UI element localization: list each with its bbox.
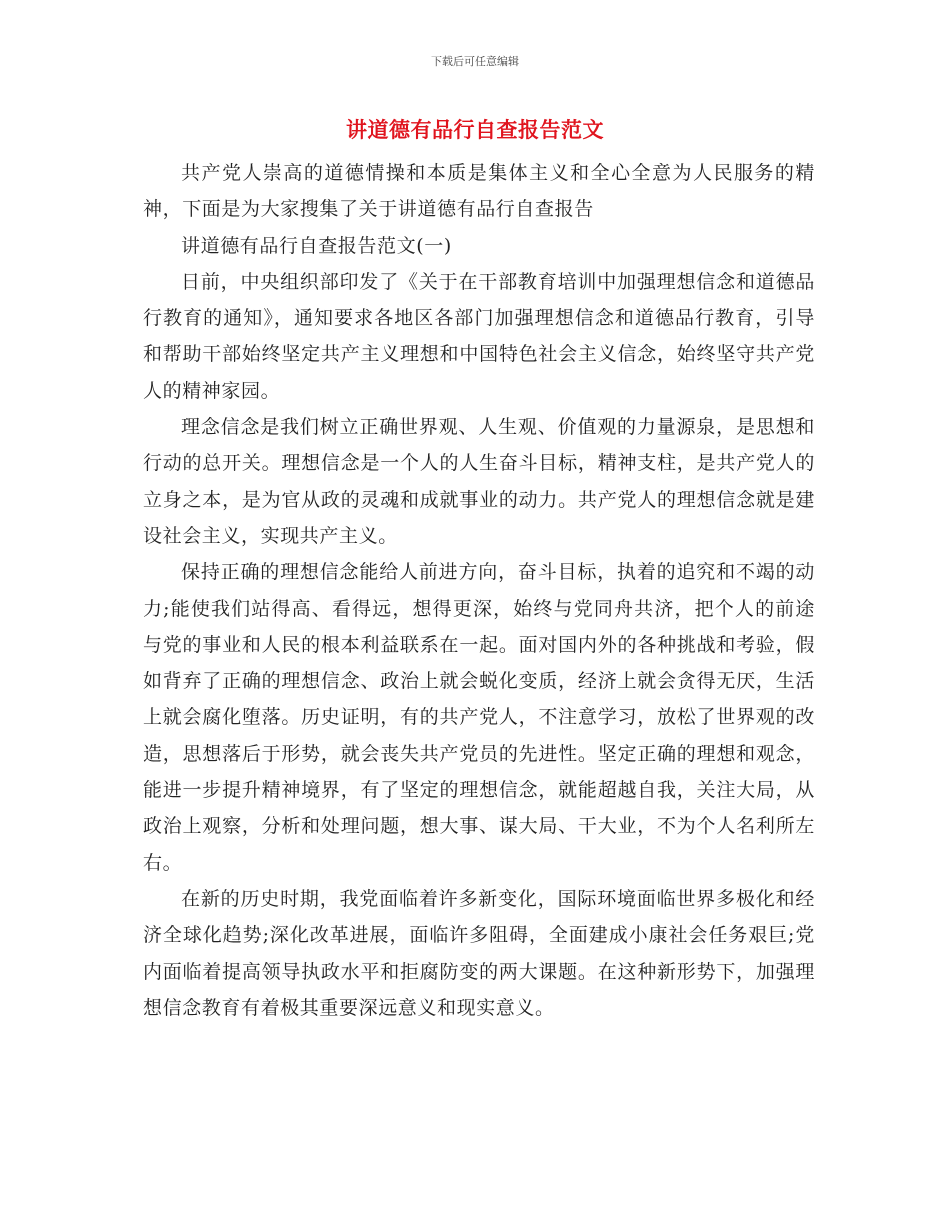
document-title: 讲道德有品行自查报告范文 — [346, 117, 604, 142]
paragraph: 在新的历史时期，我党面临着许多新变化，国际环境面临世界多极化和经济全球化趋势;深化改革进展，面临许多阻碍，全面建成小康社会任务艰巨;党内面临着提高领导执政水平和拒腐防变的两大课题。在这种新形势下，加强理想信念教育有着极其重要深远意义和现实意义。 — [143, 887, 815, 1019]
section-heading: 讲道德有品行自查报告范文(一) — [181, 234, 452, 257]
paragraph: 理念信念是我们树立正确世界观、人生观、价值观的力量源泉，是思想和行动的总开关。理想信念是一个人的人生奋斗目标，精神支柱，是共产党人的立身之本，是为官从政的灵魂和成就事业的动力。共产党人的理想信念就是建设社会主义，实现共产主义。 — [143, 416, 815, 547]
document-body — [143, 155, 815, 1026]
paragraph: 保持正确的理想信念能给人前进方向，奋斗目标，执着的追究和不竭的动力;能使我们站得高、看得远，想得更深，始终与党同舟共济，把个人的前途与党的事业和人民的根本利益联系在一起。面对国内外的各种挑战和考验，假如背弃了正确的理想信念、政治上就会蜕化变质，经济上就会贪得无厌，生活上就会腐化堕落。历史证明，有的共产党人，不注意学习，放松了世界观的改造，思想落后于形势，就会丧失共产党员的先进性。坚定正确的理想和观念，能进一步提升精神境界，有了坚定的理想信念，就能超越自我，关注大局，从政治上观察，分析和处理问题，想大事、谋大局、干大业，不为个人名利所左右。 — [143, 561, 815, 874]
paragraph-intro: 共产党人崇高的道德情操和本质是集体主义和全心全意为人民服务的精神，下面是为大家搜集了关于讲道德有品行自查报告 — [143, 162, 815, 221]
page-header: 下载后可任意编辑 — [431, 55, 519, 68]
paragraph: 日前，中央组织部印发了《关于在干部教育培训中加强理想信念和道德品行教育的通知》，通知要求各地区各部门加强理想信念和道德品行教育，引导和帮助干部始终坚定共产主义理想和中国特色社会主义信念，始终坚守共产党人的精神家园。 — [143, 270, 815, 402]
